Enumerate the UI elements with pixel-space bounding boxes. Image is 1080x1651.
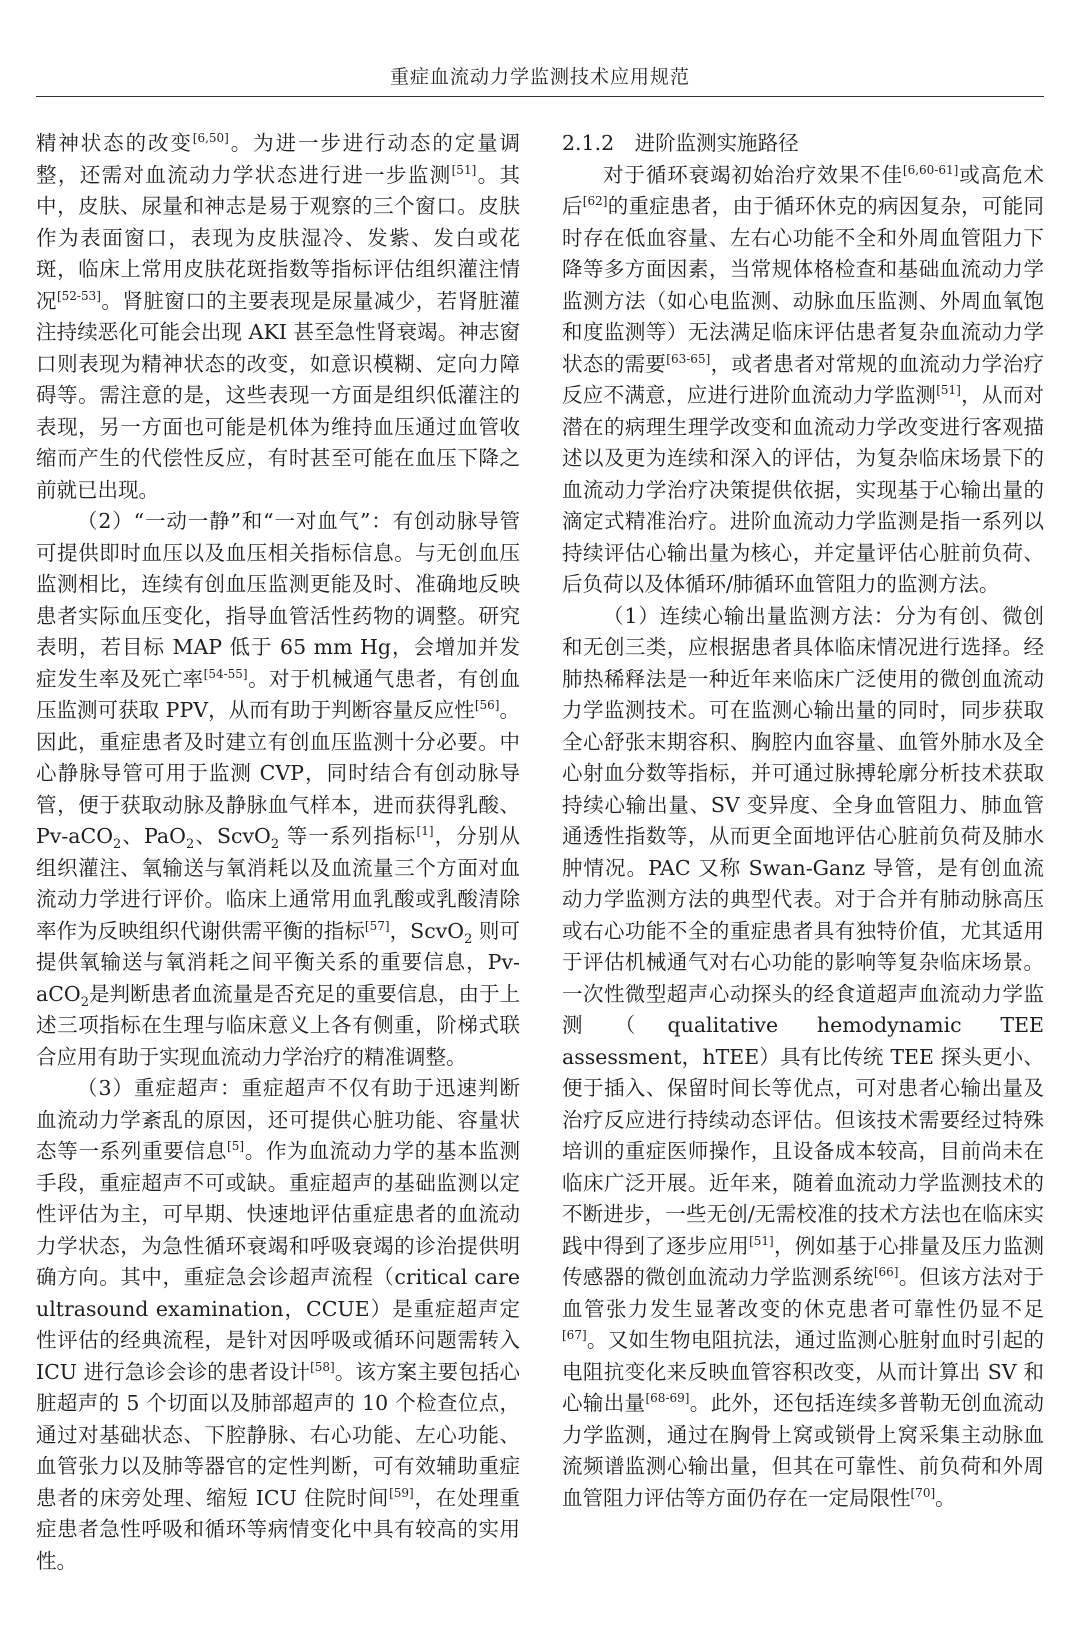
running-header: 重症血流动力学监测技术应用规范 [389, 66, 690, 88]
left-paragraph-3: （3）重症超声：重症超声不仅有助于迅速判断血流动力学紊乱的原因，还可提供心脏功能、容量状态等一系列重要信息[5]。作为血流动力学的基本监测手段，重症超声不可或缺。重症超声的基础监测以定性评估为主，可早期、快速地评估重症患者的血流动力学状态，为急性循环衰竭和呼吸衰竭的诊治提供明确方向。其中，重症急会诊超声流程（critical care ultrasound examination，CCUE）是重症超声定性评估的经典流程，是针对因呼吸或循环问题需转入 ICU 进行急诊会诊的患者设计[58]。该方案主要包括心脏超声的 5 个切面以及肺部超声的 10 个检查位点，通过对基础状态、下腔静脉、右心功能、左心功能、血管张力以及肺等器官的定性判断，可有效辅助重症患者的床旁处理、缩短 ICU 住院时间[59]，在处理重症患者急性呼吸和循环等病情变化中具有较高的实用性。 [36, 1076, 521, 1573]
header-rule [36, 96, 1044, 97]
right-column [562, 128, 1044, 1514]
right-paragraph-1: 对于循环衰竭初始治疗效果不佳[6,60-61]或高危术后[62]的重症患者，由于循环休克的病因复杂，可能同时存在低血容量、左右心功能不全和外周血管阻力下降等多方面因素，当常规体格检查和基础血流动力学监测方法（如心电监测、动脉血压监测、外周血氧饱和度监测等）无法满足临床评估患者复杂血流动力学状态的需要[63-65]，或者患者对常规的血流动力学治疗反应不满意，应进行进阶血流动力学监测[51]，从而对潜在的病理生理学改变和血流动力学改变进行客观描述以及更为连续和深入的评估，为复杂临床场景下的血流动力学治疗决策提供依据，实现基于心输出量的滴定式精准治疗。进阶血流动力学监测是指一系列以持续评估心输出量为核心，并定量评估心脏前负荷、后负荷以及体循环/肺循环血管阻力的监测方法。 [562, 162, 1045, 596]
left-column [36, 128, 520, 1577]
left-paragraph-1: 精神状态的改变[6,50]。为进一步进行动态的定量调整，还需对血流动力学状态进行进一步监测[51]。其中，皮肤、尿量和神志是易于观察的三个窗口。皮肤作为表面窗口，表现为皮肤湿冷、发紫、发白或花斑，临床上常用皮肤花斑指数等指标评估组织灌注情况[52-53]。肾脏窗口的主要表现是尿量减少，若肾脏灌注持续恶化可能会出现 AKI 甚至急性肾衰竭。神志窗口则表现为精神状态的改变，如意识模糊、定向力障碍等。需注意的是，这些表现一方面是组织低灌注的表现，另一方面也可能是机体为维持血压通过血管收缩而产生的代偿性反应，有时甚至可能在血压下降之前就已出现。 [36, 131, 521, 502]
section-heading: 2.1.2 进阶监测实施路径 [562, 131, 799, 155]
left-paragraph-2: （2）“一动一静”和“一对血气”：有创动脉导管可提供即时血压以及血压相关指标信息。与无创血压监测相比，连续有创血压监测更能及时、准确地反映患者实际血压变化，指导血管活性药物的调整。研究表明，若目标 MAP 低于 65 mm Hg，会增加并发症发生率及死亡率[54-55]。对于机械通气患者，有创血压监测可获取 PPV，从而有助于判断容量反应性[56]。因此，重症患者及时建立有创血压监测十分必要。中心静脉导管可用于监测 CVP，同时结合有创动脉导管，便于获取动脉及静脉血气样本，进而获得乳酸、Pv-aCO$_2$、PaO$_2$、ScvO$_2$ 等一系列指标[1]，分别从组织灌注、氧输送与氧消耗以及血流量三个方面对血流动力学进行评价。临床上通常用血乳酸或乳酸清除率作为反映组织代谢供需平衡的指标[57]，ScvO$_2$ 则可提供氧输送与氧消耗之间平衡关系的重要信息，Pv-aCO$_2$是判断患者血流量是否充足的重要信息，由于上述三项指标在生理与临床意义上各有侧重，阶梯式联合应用有助于实现血流动力学治疗的精准调整。 [36, 509, 521, 1069]
right-paragraph-2: （1）连续心输出量监测方法：分为有创、微创和无创三类，应根据患者具体临床情况进行选择。经肺热稀释法是一种近年来临床广泛使用的微创血流动力学监测技术。可在监测心输出量的同时，同步获取全心舒张末期容积、胸腔内血容量、血管外肺水及全心射血分数等指标，并可通过脉搏轮廓分析技术获取持续心输出量、SV 变异度、全身血管阻力、肺血管通透性指数等，从而更全面地评估心脏前负荷及肺水肿情况。PAC 又称 Swan-Ganz 导管，是有创血流动力学监测方法的典型代表。对于合并有肺动脉高压或右心功能不全的重症患者具有独特价值，尤其适用于评估机械通气对右心功能的影响等复杂临床场景。一次性微型超声心动探头的经食道超声血流动力学监测（qualitative hemodynamic TEE assessment，hTEE）具有比传统 TEE 探头更小、便于插入、保留时间长等优点，可对患者心输出量及治疗反应进行持续动态评估。但该技术需要经过特殊培训的重症医师操作，且设备成本较高，目前尚未在临床广泛开展。近年来，随着血流动力学监测技术的不断进步，一些无创/无需校准的技术方法也在临床实践中得到了逐步应用[51]，例如基于心排量及压力监测传感器的微创血流动力学监测系统[66]。但该方法对于血管张力发生显著改变的休克患者可靠性仍显不足[67]。又如生物电阻抗法，通过监测心脏射血时引起的电阻抗变化来反映血管容积改变，从而计算出 SV 和心输出量[68-69]。此外，还包括连续多普勒无创血流动力学监测，通过在胸骨上窝或锁骨上窝采集主动脉血流频谱监测心输出量，但其在可靠性、前负荷和外周血管阻力评估等方面仍存在一定局限性[70]。 [562, 603, 1045, 1510]
